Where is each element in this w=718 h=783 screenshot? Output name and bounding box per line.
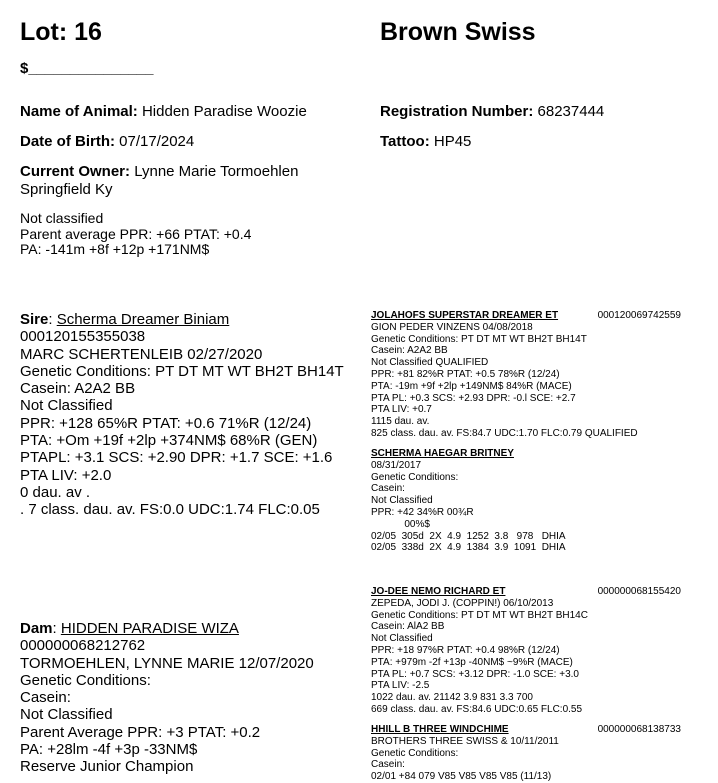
sire-dam-record: 02/05 305d 2X 4.9 1252 3.8 978 DHIA: [371, 530, 566, 542]
sire-sire-line: PTA: -19m +9f +2lp +149NM$ 84%R (MACE): [371, 380, 572, 392]
dam-sire-line: PTA: +979m -2f +13p -40NM$ ~9%R (MACE): [371, 656, 573, 668]
sire-line: Genetic Conditions: PT DT MT WT BH2T BH14T: [20, 362, 344, 380]
tattoo-label: Tattoo:: [380, 133, 430, 150]
sire-sire-line: PTA LIV: +0.7: [371, 404, 432, 416]
dam-dam-block: [371, 724, 681, 783]
dam-sire-line: 669 class. dau. av. FS:84.6 UDC:0.65 FLC:0.55: [371, 703, 583, 715]
dam-sire-reg: 000000068155420: [597, 586, 681, 597]
dam-line: 000000068212762: [20, 637, 146, 655]
dam-sire-block: [371, 586, 681, 716]
sire-label: Sire: [20, 311, 49, 328]
sire-dam-line: Not Classified: [371, 495, 433, 507]
owner-value: Lynne Marie Tormoehlen: [134, 163, 299, 180]
dam-dam-line: BROTHERS THREE SWISS & 10/11/2011: [371, 735, 559, 747]
sire-block: Sire: Scherma Dreamer Biniam 000120155355038 MARC SCHERTENLEIB 02/27/2020 Genetic Conditions: PT DT MT WT BH2T BH14T Casein: A2A2 BB Not Classified PPR: +128 65%R PTAT: +0.6 71%R (12/24) PTA: +Om +19f +2lp +374NM$ 68%R (GEN) PTAPL: +3.1 SCS: +2.90 DPR: +1.7 SCE: +1.6 PTA LIV: +2.0 0 dau. av . . 7 class. dau. av. FS:0.0 UDC:1.74 FLC:0.05: [20, 311, 344, 519]
lot-number: Lot: 16: [20, 18, 102, 46]
dam-dam-line: Casein:: [371, 759, 405, 771]
summary-line: Not classified: [20, 210, 104, 226]
tattoo-value: HP45: [433, 133, 472, 150]
sire-line: PPR: +128 65%R PTAT: +0.6 71%R (12/24): [20, 414, 312, 432]
sire-sire-line: PPR: +81 82%R PTAT: +0.5 78%R (12/24): [371, 368, 560, 380]
sire-dam-line: 00%$: [371, 518, 430, 530]
sire-line: PTA LIV: +2.0: [20, 466, 112, 484]
dam-sire-line: Genetic Conditions: PT DT MT WT BH2T BH14C: [371, 609, 588, 621]
sire-line: PTA: +Om +19f +2lp +374NM$ 68%R (GEN): [20, 432, 318, 450]
sire-sire-line: Genetic Conditions: PT DT MT WT BH2T BH14T: [371, 333, 587, 345]
dam-label: Dam: [20, 620, 53, 637]
sire-sire-line: PTA PL: +0.3 SCS: +2.93 DPR: -0.l SCE: +2.7: [371, 392, 576, 404]
dam-line: Reserve Junior Champion: [20, 758, 194, 776]
animal-name-label: Name of Animal:: [20, 103, 138, 120]
dam-sire-line: PTA LIV: -2.5: [371, 680, 430, 692]
dam-sire-name: JO-DEE NEMO RICHARD ET: [371, 586, 506, 597]
animal-name-row: [20, 103, 307, 121]
sire-sire-line: Not Classified QUALIFIED: [371, 357, 489, 369]
dam-line: Casein:: [20, 689, 71, 707]
registration-row: [380, 103, 604, 121]
summary-line: PA: -141m +8f +12p +171NM$: [20, 241, 210, 257]
sire-sire-line: 1115 dau. av.: [371, 416, 430, 428]
sire-line: 0 dau. av .: [20, 483, 91, 501]
price-line: $_______________: [20, 60, 154, 77]
dob-label: Date of Birth:: [20, 133, 115, 150]
dam-sire-line: PTA PL: +0.7 SCS: +3.12 DPR: -1.0 SCE: +3.0: [371, 668, 579, 680]
dam-sire-line: ZEPEDA, JODI J. (COPPIN!) 06/10/2013: [371, 597, 554, 609]
sire-sire-line: GION PEDER VINZENS 04/08/2018: [371, 321, 533, 333]
dam-dam-line: 02/01 +84 079 V85 V85 V85 V85 (11/13): [371, 771, 552, 783]
dob-value: 07/17/2024: [119, 133, 195, 150]
dam-name: HIDDEN PARADISE WIZA: [60, 620, 239, 637]
dam-sire-line: PPR: +18 97%R PTAT: +0.4 98%R (12/24): [371, 644, 560, 656]
dam-line: Parent Average PPR: +3 PTAT: +0.2: [20, 723, 261, 741]
sire-dam-record: 02/05 338d 2X 4.9 1384 3.9 1091 DHIA: [371, 542, 566, 554]
sire-sire-block: [371, 310, 681, 440]
sire-dam-line: Casein:: [371, 483, 405, 495]
registration-label: Registration Number:: [380, 103, 534, 120]
tattoo-row: [380, 133, 471, 151]
dam-sire-line: Casein: AlA2 BB: [371, 621, 445, 633]
sire-line: Not Classified: [20, 397, 113, 415]
summary-line: Parent average PPR: +66 PTAT: +0.4: [20, 225, 252, 242]
animal-summary: [20, 211, 251, 258]
sire-line: MARC SCHERTENLEIB 02/27/2020: [20, 345, 263, 363]
sire-dam-name: SCHERMA HAEGAR BRITNEY: [371, 448, 514, 459]
owner-block: [20, 163, 298, 199]
sire-sire-line: 825 class. dau. av. FS:84.7 UDC:1.70 FLC:0.79 QUALIFIED: [371, 427, 638, 439]
registration-value: 68237444: [537, 103, 605, 120]
sire-dam-line: 08/31/2017: [371, 459, 422, 471]
sire-line: . 7 class. dau. av. FS:0.0 UDC:1.74 FLC:0.05: [20, 501, 320, 519]
owner-location: Springfield Ky: [20, 181, 113, 198]
sire-sire-name: JOLAHOFS SUPERSTAR DREAMER ET: [371, 310, 559, 321]
sire-line: Casein: A2A2 BB: [20, 380, 136, 398]
sire-dam-line: PPR: +42 34%R 00¾R: [371, 506, 474, 518]
dam-dam-reg: 000000068138733: [597, 724, 681, 735]
dam-sire-line: 1022 dau. av. 21142 3.9 831 3.3 700: [371, 692, 533, 704]
dam-dam-line: Genetic Conditions:: [371, 747, 459, 759]
dam-dam-name: HHILL B THREE WINDCHIME: [371, 724, 509, 735]
dob-row: [20, 133, 194, 151]
sire-sire-line: Casein: A2A2 BB: [371, 345, 448, 357]
animal-name-value: Hidden Paradise Woozie: [141, 103, 307, 120]
sire-name: Scherma Dreamer Biniam: [56, 311, 230, 328]
dam-line: PA: +28lm -4f +3p -33NM$: [20, 741, 198, 759]
dam-block: Dam: HIDDEN PARADISE WIZA 000000068212762 TORMOEHLEN, LYNNE MARIE 12/07/2020 Genetic Conditions: Casein: Not Classified Parent Average PPR: +3 PTAT: +0.2 PA: +28lm -4f +3p -33NM$ Reserve Junior Champion: [20, 620, 314, 776]
dam-sire-line: Not Classified: [371, 633, 433, 645]
sire-dam-block: [371, 448, 681, 554]
breed-title: Brown Swiss: [380, 18, 536, 46]
sire-dam-line: Genetic Conditions:: [371, 471, 459, 483]
sire-sire-reg: 000120069742559: [597, 310, 681, 321]
owner-label: Current Owner:: [20, 163, 131, 180]
dam-line: Not Classified: [20, 706, 113, 724]
dam-line: TORMOEHLEN, LYNNE MARIE 12/07/2020: [20, 654, 314, 672]
dam-line: Genetic Conditions:: [20, 671, 151, 689]
sire-line: PTAPL: +3.1 SCS: +2.90 DPR: +1.7 SCE: +1.6: [20, 449, 333, 467]
sire-line: 000120155355038: [20, 328, 146, 346]
